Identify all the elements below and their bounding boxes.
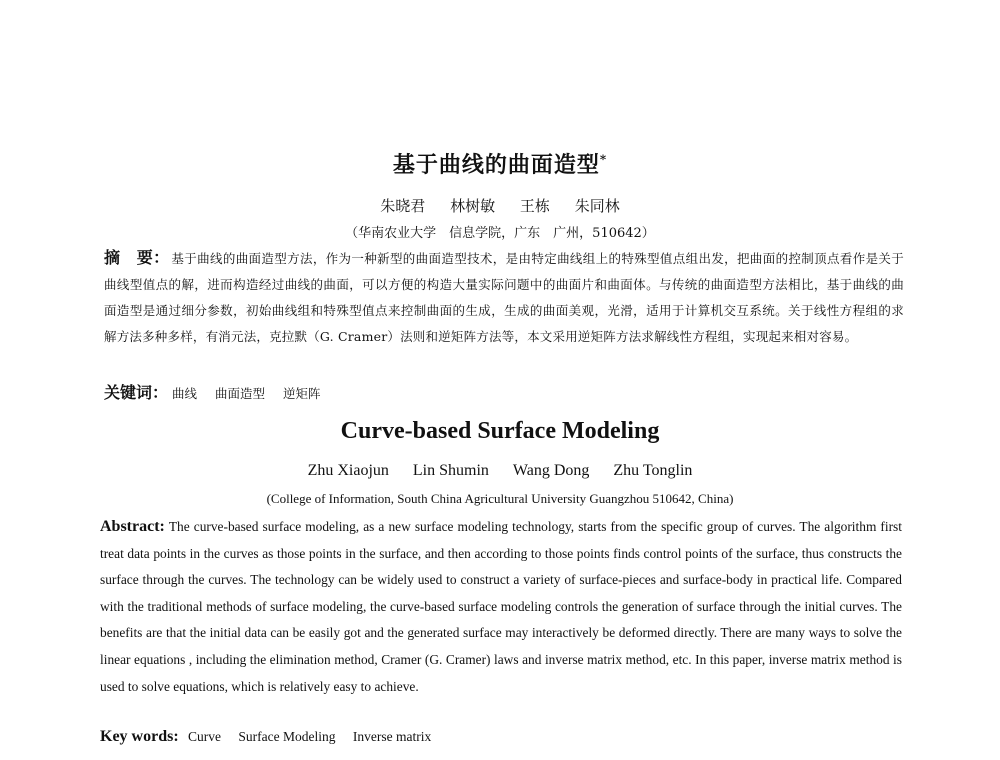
- chinese-title-text: 基于曲线的曲面造型: [392, 152, 600, 178]
- chinese-affiliation: （华南农业大学 信息学院，广东 广州，510642）: [345, 226, 655, 241]
- keyword-cn-3: 逆矩阵: [283, 386, 321, 401]
- english-abstract-text: The curve-based surface modeling, as a new surface modeling technology, starts from the specific group of curves. The algorithm first treat data points in the curves as those points in the surface, and then according to those points finds control points of the surface, thus constructs the surface through the curves. The technology can be widely used to construct a variety of surface-pieces and surface-body in practical life. Compared with the traditional methods of surface modeling, the curve-based surface modeling controls the generation of surface through the initial curves. The benefits are that the initial data can be easily got and the generated surface may interactively be deformed directly. There are many ways to solve the linear equations , including the elimination method, Cramer (G. Cramer) laws and inverse matrix method, etc. In this paper, inverse matrix method is used to solve equations, which is relatively easy to achieve.: [100, 519, 902, 694]
- author-cn-2: 林树敏: [450, 197, 496, 215]
- author-en-4: Zhu Tonglin: [613, 462, 693, 479]
- chinese-keywords: [104, 380, 904, 403]
- chinese-keywords-label: 关键词：: [104, 383, 169, 402]
- english-abstract-label: Abstract:: [100, 518, 165, 535]
- english-abstract: [100, 514, 902, 700]
- chinese-abstract-label: 摘 要：: [104, 248, 170, 267]
- english-keywords-label: Key words:: [100, 728, 179, 745]
- author-cn-1: 朱晓君: [380, 197, 426, 215]
- english-keywords: [100, 728, 902, 746]
- keyword-en-2: Surface Modeling: [238, 729, 336, 744]
- chinese-abstract-text: 基于曲线的曲面造型方法，作为一种新型的曲面造型技术，是由特定曲线组上的特殊型值点组出发，把曲面的控制顶点看作是关于曲线型值点的解，进而构造经过曲线的曲面，可以方便的构造大量实际问题中的曲面片和曲面体。与传统的曲面造型方法相比，基于曲线的曲面造型是通过细分参数，初始曲线组和特殊型值点来控制曲面的生成，生成的曲面美观，光滑，适用于计算机交互系统。关于线性方程组的求解方法多种多样，有消元法，克拉默（G. Cramer）法则和逆矩阵方法等，本文采用逆矩阵方法求解线性方程组，实现起来相对容易。: [104, 251, 904, 344]
- english-affiliation: (College of Information, South China Agricultural University Guangzhou 510642, China): [266, 491, 734, 506]
- english-authors: [0, 462, 1000, 480]
- author-cn-3: 王栋: [519, 197, 550, 215]
- author-en-1: Zhu Xiaojun: [307, 462, 389, 479]
- keyword-en-1: Curve: [188, 729, 222, 744]
- title-footnote-mark: *: [599, 152, 608, 167]
- keyword-en-3: Inverse matrix: [352, 729, 432, 744]
- chinese-title: [0, 148, 1000, 179]
- english-title: Curve-based Surface Modeling: [340, 418, 660, 444]
- author-en-2: Lin Shumin: [412, 462, 489, 479]
- author-cn-4: 朱同林: [574, 197, 620, 215]
- keyword-cn-1: 曲线: [172, 386, 198, 401]
- chinese-abstract: [104, 245, 904, 350]
- keyword-cn-2: 曲面造型: [215, 386, 266, 401]
- author-en-3: Wang Dong: [512, 462, 590, 479]
- chinese-authors: [0, 195, 1000, 216]
